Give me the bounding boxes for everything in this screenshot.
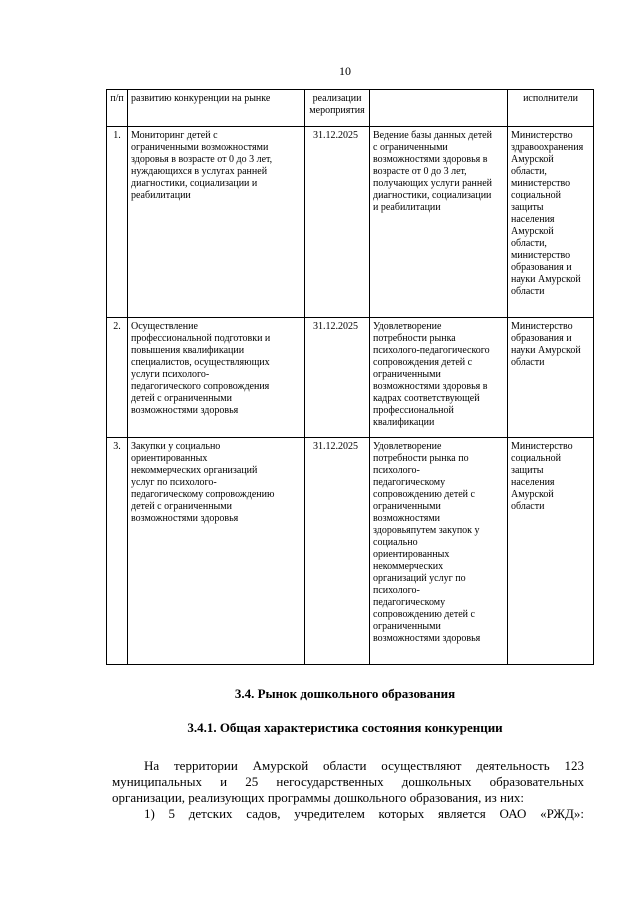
row-deadline: 31.12.2025 — [305, 318, 370, 438]
row-deadline: 31.12.2025 — [305, 438, 370, 665]
row-number: 2. — [107, 318, 128, 438]
row-deadline: 31.12.2025 — [305, 127, 370, 318]
header-executors: исполнители — [508, 90, 594, 127]
row-number: 3. — [107, 438, 128, 665]
table-row — [107, 438, 594, 665]
header-result — [370, 90, 508, 127]
table-header-row — [107, 90, 594, 127]
header-measure: развитию конкуренции на рынке — [128, 90, 305, 127]
row-measure: Мониторинг детей с ограниченными возможностями здоровья в возрасте от 0 до 3 лет, нуждающихся в услугах ранней диагностики, социализации и реабилитации — [128, 127, 305, 318]
paragraph-line: 1) 5 детских садов, учредителем которых является ОАО «РЖД»: — [144, 806, 584, 821]
paragraph-line: На территории Амурской области осуществляют деятельность 123 — [144, 758, 584, 773]
paragraph-line: организации, реализующих программы дошкольного образования, из них: — [112, 790, 525, 805]
table-row — [107, 318, 594, 438]
table-row — [107, 127, 594, 318]
section-heading: 3.4. Рынок дошкольного образования — [234, 686, 456, 701]
subsection-heading: 3.4.1. Общая характеристика состояния конкуренции — [187, 720, 503, 735]
row-result: Удовлетворение потребности рынка по психолого- педагогическому сопровождению детей с ограниченными возможностями здоровьяпутем закупок у социально ориентированных некоммерческих организаций услуг по психолого- педагогическому сопровождению детей с ограниченными возможностями здоровья — [370, 438, 508, 665]
paragraph-line: муниципальных и 25 негосударственных дошкольных образовательных — [112, 774, 584, 789]
row-measure: Закупки у социально ориентированных некоммерческих организаций услуг по психолого- педагогическому сопровождению детей с ограниченными возможностями здоровья — [128, 438, 305, 665]
row-result: Удовлетворение потребности рынка психолого-педагогического сопровождения детей с ограниченными возможностями здоровья в кадрах соответствующей профессиональной квалификации — [370, 318, 508, 438]
row-executors: Министерство социальной защиты населения Амурской области — [508, 438, 594, 665]
row-result: Ведение базы данных детей с ограниченными возможностями здоровья в возрасте от 0 до 3 лет, получающих услуги ранней диагностики, социализации и реабилитации — [370, 127, 508, 318]
row-executors: Министерство образования и науки Амурской области — [508, 318, 594, 438]
header-deadline: реализации мероприятия — [305, 90, 370, 127]
row-executors: Министерство здравоохранения Амурской области, министерство социальной защиты населения Амурской области, министерство образования и науки Амурской области — [508, 127, 594, 318]
page-number: 10 — [339, 64, 351, 78]
measures-table — [106, 89, 594, 665]
header-number: п/п — [107, 90, 128, 127]
row-number: 1. — [107, 127, 128, 318]
row-measure: Осуществление профессиональной подготовки и повышения квалификации специалистов, осуществляющих услуги психолого- педагогического сопровождения детей с ограниченными возможностями здоровья — [128, 318, 305, 438]
